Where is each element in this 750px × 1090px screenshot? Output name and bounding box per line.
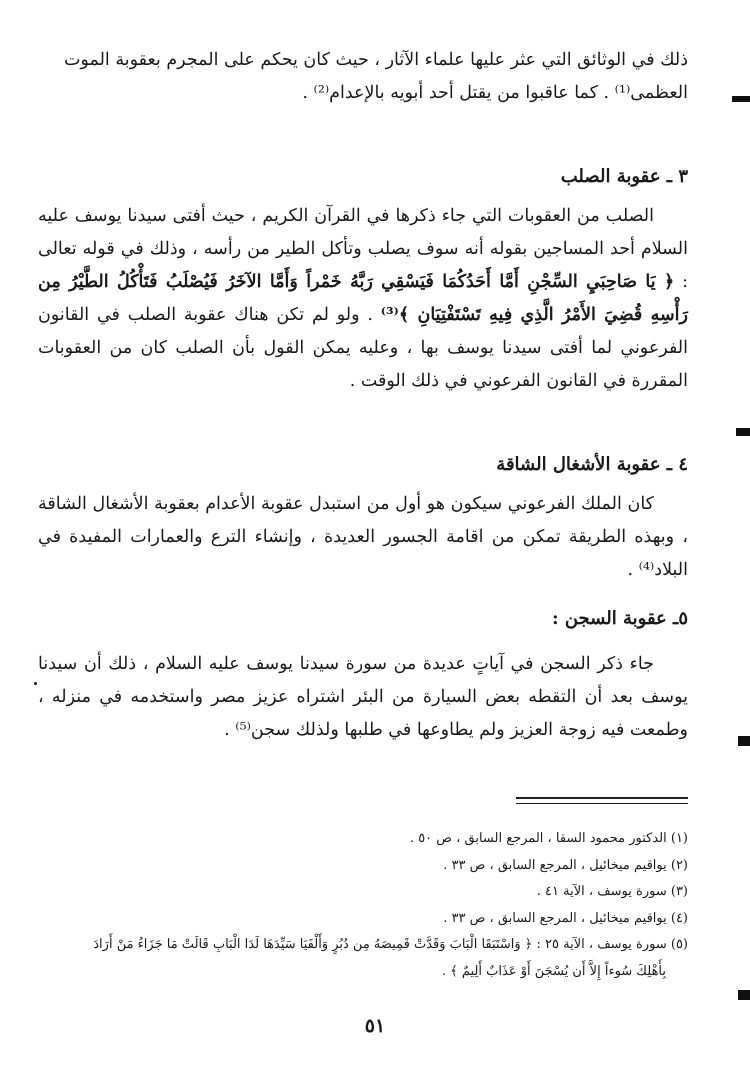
scan-speck: [34, 682, 37, 685]
footnote-5-continuation: بِأَهْلِكَ سُوءاً إِلاَّ أَن يُسْجَنَ أَوْ عَذَابٌ أَلِيمٌ ﴾ .: [441, 963, 666, 979]
scan-edge-mark: [738, 990, 750, 1000]
paragraph-prison: [38, 648, 688, 747]
footnote-divider: [516, 803, 688, 804]
paragraph-text: . ولو لم تكن هناك عقوبة الصلب في القانون الفرعوني لما أفتى سيدنا يوسف بها ، وعليه يمكن القول بأن الصلب كان من العقوبات المقررة في القانون الفرعوني في ذلك الوقت .: [38, 305, 688, 391]
footnote-divider: [516, 797, 688, 799]
page-number: ٥١: [364, 1015, 386, 1037]
scan-edge-mark: [732, 96, 750, 102]
paragraph-crucifixion: [38, 200, 688, 398]
paragraph-text: جاء ذكر السجن في آياتٍ عديدة من سورة سيدنا يوسف عليه السلام ، ذلك أن سيدنا يوسف بعد أن التقطه بعض السيارة من البئر اشتراه عزيز مصر واستخدمه في منزله ، وطمعت فيه زوجة العزيز ولم يطاوعها في طلبها ولذلك سجن⁽⁵⁾ .: [38, 654, 688, 740]
footnote-2: (٢) يواقيم ميخائيل ، المرجع السابق ، ص ٣٣ .: [443, 857, 688, 873]
section-heading-hard-labor: ٤ ـ عقوبة الأشغال الشاقة: [496, 454, 688, 475]
footnote-4: (٤) يواقيم ميخائيل ، المرجع السابق ، ص ٣٣ .: [443, 910, 688, 926]
section-heading-prison: ٥ـ عقوبة السجن :: [551, 608, 688, 629]
quran-quote: ﴿ يَا صَاحِبَيِ السِّجْنِ أَمَّا أَحَدُكُمَا فَيَسْقِي رَبَّهُ خَمْراً وَأَمَّا الآخَرُ فَيُصْلَبُ فَتَأْكُلُ الطَّيْرُ مِن رَأْسِهِ قُضِيَ الأَمْرُ الَّذِي فِيهِ تَسْتَفْتِيَانِ ﴾⁽³⁾: [38, 272, 688, 325]
footnotes: [18, 826, 688, 985]
paragraph-text: كان الملك الفرعوني سيكون هو أول من استبدل عقوبة الأعدام بعقوبة الأشغال الشاقة ، وبهذه الطريقة تمكن من اقامة الجسور العديدة ، وإنشاء الترع والعمارات المفيدة في البلاد⁽⁴⁾ .: [38, 494, 688, 580]
paragraph-line: ذلك في الوثائق التي عثر عليها علماء الآثار ، حيث كان يحكم على المجرم بعقوبة الموت: [63, 50, 688, 70]
footnote-3: (٣) سورة يوسف ، الآية ٤١ .: [536, 884, 688, 899]
scan-edge-mark: [736, 428, 750, 436]
footnote-1: (١) الدكتور محمود السقا ، المرجع السابق ، ص ٥٠ .: [409, 831, 688, 846]
footnote-5: (٥) سورة يوسف ، الآية ٢٥ : ﴿ وَاسْتَبَقَا الْبَابَ وَقَدَّتْ قَمِيصَهُ مِن دُبُرٍ وَأَلْفَيَا سَيِّدَهَا لَدَا الْبَابِ قَالَتْ مَا جَزَاءُ مَنْ أَرَادَ: [93, 937, 688, 952]
scan-edge-mark: [738, 736, 750, 746]
paragraph-line: العظمى⁽¹⁾ . كما عاقبوا من يقتل أحد أبويه بالإعدام⁽²⁾ .: [302, 83, 688, 103]
section-heading-crucifixion: ٣ ـ عقوبة الصلب: [560, 166, 688, 187]
paragraph-opening: [38, 44, 688, 110]
paragraph-hard-labor: [38, 488, 688, 587]
paragraph-text: الصلب من العقوبات التي جاء ذكرها في القرآن الكريم ، حيث أفتى سيدنا يوسف عليه السلام أحد المساجين بقوله أنه سوف يصلب وتأكل الطير من رأسه ، وذلك في قوله تعالى :: [38, 206, 688, 292]
